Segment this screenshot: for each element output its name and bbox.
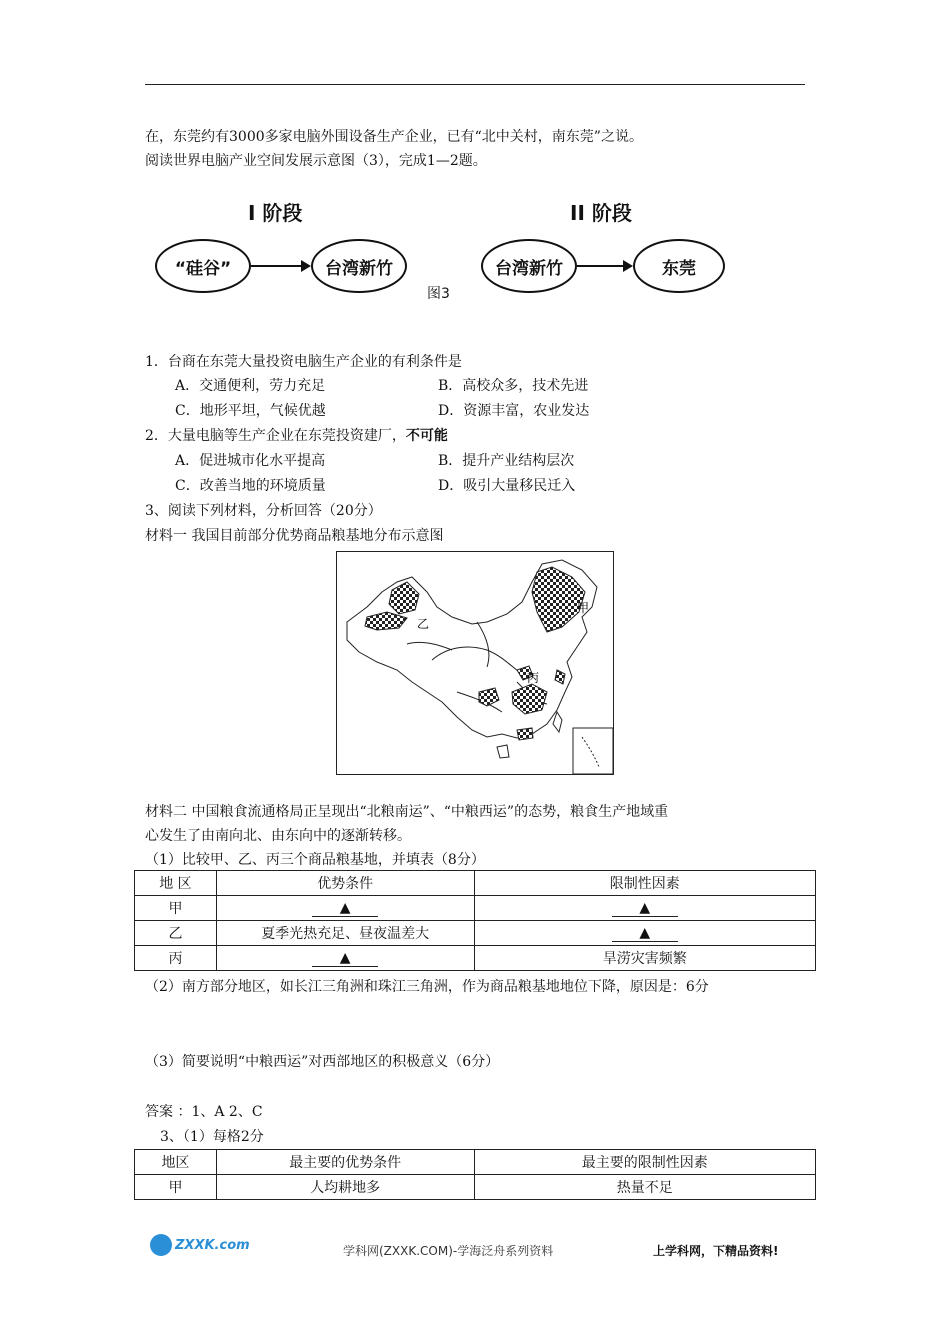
table-header: 地区 — [135, 1150, 217, 1175]
table-header: 限制性因素 — [474, 871, 816, 896]
arrow-icon — [577, 265, 631, 267]
header-rule — [145, 84, 805, 85]
table-cell — [216, 946, 474, 971]
table-cell: 人均耕地多 — [216, 1175, 474, 1200]
node-hsinchu-1: 台湾新竹 — [311, 239, 407, 293]
answers-line-2: 3、（1）每格2分 — [160, 1129, 264, 1145]
material-1: 材料一 我国目前部分优势商品粮基地分布示意图 — [145, 528, 444, 544]
table-cell: 甲 — [135, 1175, 217, 1200]
q1-option-b: B．高校众多，技术先进 — [438, 378, 589, 394]
table-cell: 夏季光热充足、昼夜温差大 — [216, 921, 474, 946]
table-cell: 旱涝灾害频繁 — [474, 946, 816, 971]
stage-1-label: I 阶段 — [248, 201, 303, 225]
table-cell: 甲 — [135, 896, 217, 921]
q2-stem-text: 2．大量电脑等生产企业在东莞投资建厂， — [145, 428, 406, 444]
blank-triangle: ▲ — [312, 900, 378, 917]
q2-option-c: C．改善当地的环境质量 — [175, 478, 326, 494]
zxxk-logo — [150, 1234, 250, 1256]
q2-emphasis: 不可能 — [405, 428, 448, 444]
table-header: 最主要的限制性因素 — [474, 1150, 816, 1175]
logo-mark-icon — [150, 1234, 172, 1256]
comparison-table — [134, 870, 816, 971]
table-header: 最主要的优势条件 — [216, 1150, 474, 1175]
q1-option-d: D．资源丰富，农业发达 — [438, 403, 590, 419]
q3-stem: 3、阅读下列材料，分析回答（20分） — [145, 503, 382, 519]
q2-option-b: B．提升产业结构层次 — [438, 453, 575, 469]
q1-option-a: A．交通便利，劳力充足 — [175, 378, 326, 394]
stage-2-label: II 阶段 — [570, 201, 632, 225]
table-cell — [216, 896, 474, 921]
node-silicon-valley: “硅谷” — [155, 239, 251, 293]
table-header: 地 区 — [135, 871, 217, 896]
node-hsinchu-2: 台湾新竹 — [481, 239, 577, 293]
figure-3-diagram — [155, 195, 725, 305]
material-2-line-1: 材料二 中国粮食流通格局正呈现出“北粮南运”、“中粮西运”的态势，粮食生产地域重 — [145, 804, 669, 820]
map-label-jia: 甲 — [577, 601, 590, 615]
q1-option-c: C．地形平坦，气候优越 — [175, 403, 326, 419]
blank-triangle: ▲ — [612, 900, 678, 917]
china-grain-base-map — [336, 551, 614, 775]
footer-right-text: 上学科网，下精品资料! — [653, 1244, 779, 1258]
intro-line-1: 在，东莞约有3000多家电脑外围设备生产企业，已有“北中关村，南东莞”之说。 — [145, 129, 643, 145]
q2-option-d: D．吸引大量移民迁入 — [438, 478, 576, 494]
material-2-line-2: 心发生了由南向北、由东向中的逐渐转移。 — [145, 828, 411, 844]
figure-caption: 图3 — [427, 286, 450, 302]
table-header: 优势条件 — [216, 871, 474, 896]
intro-line-2: 阅读世界电脑产业空间发展示意图（3），完成1—2题。 — [145, 153, 487, 169]
map-label-yi: 乙 — [417, 617, 430, 631]
q2-option-a: A．促进城市化水平提高 — [175, 453, 326, 469]
table-cell — [474, 921, 816, 946]
table-row — [135, 946, 816, 971]
arrow-icon — [251, 265, 309, 267]
table-row — [135, 921, 816, 946]
blank-triangle: ▲ — [612, 925, 678, 942]
map-label-bing: 丙 — [527, 671, 540, 685]
q1-stem: 1．台商在东莞大量投资电脑生产企业的有利条件是 — [145, 354, 462, 370]
q2-stem — [145, 427, 448, 445]
table-cell: 热量不足 — [474, 1175, 816, 1200]
sub-question-1: （1）比较甲、乙、丙三个商品粮基地，并填表（8分） — [145, 852, 485, 868]
table-cell: 乙 — [135, 921, 217, 946]
table-cell: 丙 — [135, 946, 217, 971]
blank-triangle: ▲ — [312, 950, 378, 967]
footer-center-text: 学科网(ZXXK.COM)-学海泛舟系列资料 — [343, 1244, 554, 1258]
table-header-row — [135, 1150, 816, 1175]
logo-text: ZXXK.com — [175, 1237, 250, 1253]
table-row — [135, 896, 816, 921]
answer-table — [134, 1149, 816, 1200]
china-map-outline — [337, 552, 613, 774]
table-header-row — [135, 871, 816, 896]
table-row — [135, 1175, 816, 1200]
table-cell — [474, 896, 816, 921]
sub-question-3: （3）简要说明“中粮西运”对西部地区的积极意义（6分） — [145, 1054, 500, 1070]
sub-question-2: （2）南方部分地区，如长江三角洲和珠江三角洲，作为商品粮基地地位下降，原因是：6分 — [145, 979, 709, 995]
answers-line-1: 答案 ：1、A 2、C — [145, 1104, 263, 1120]
node-dongguan: 东莞 — [633, 239, 725, 293]
